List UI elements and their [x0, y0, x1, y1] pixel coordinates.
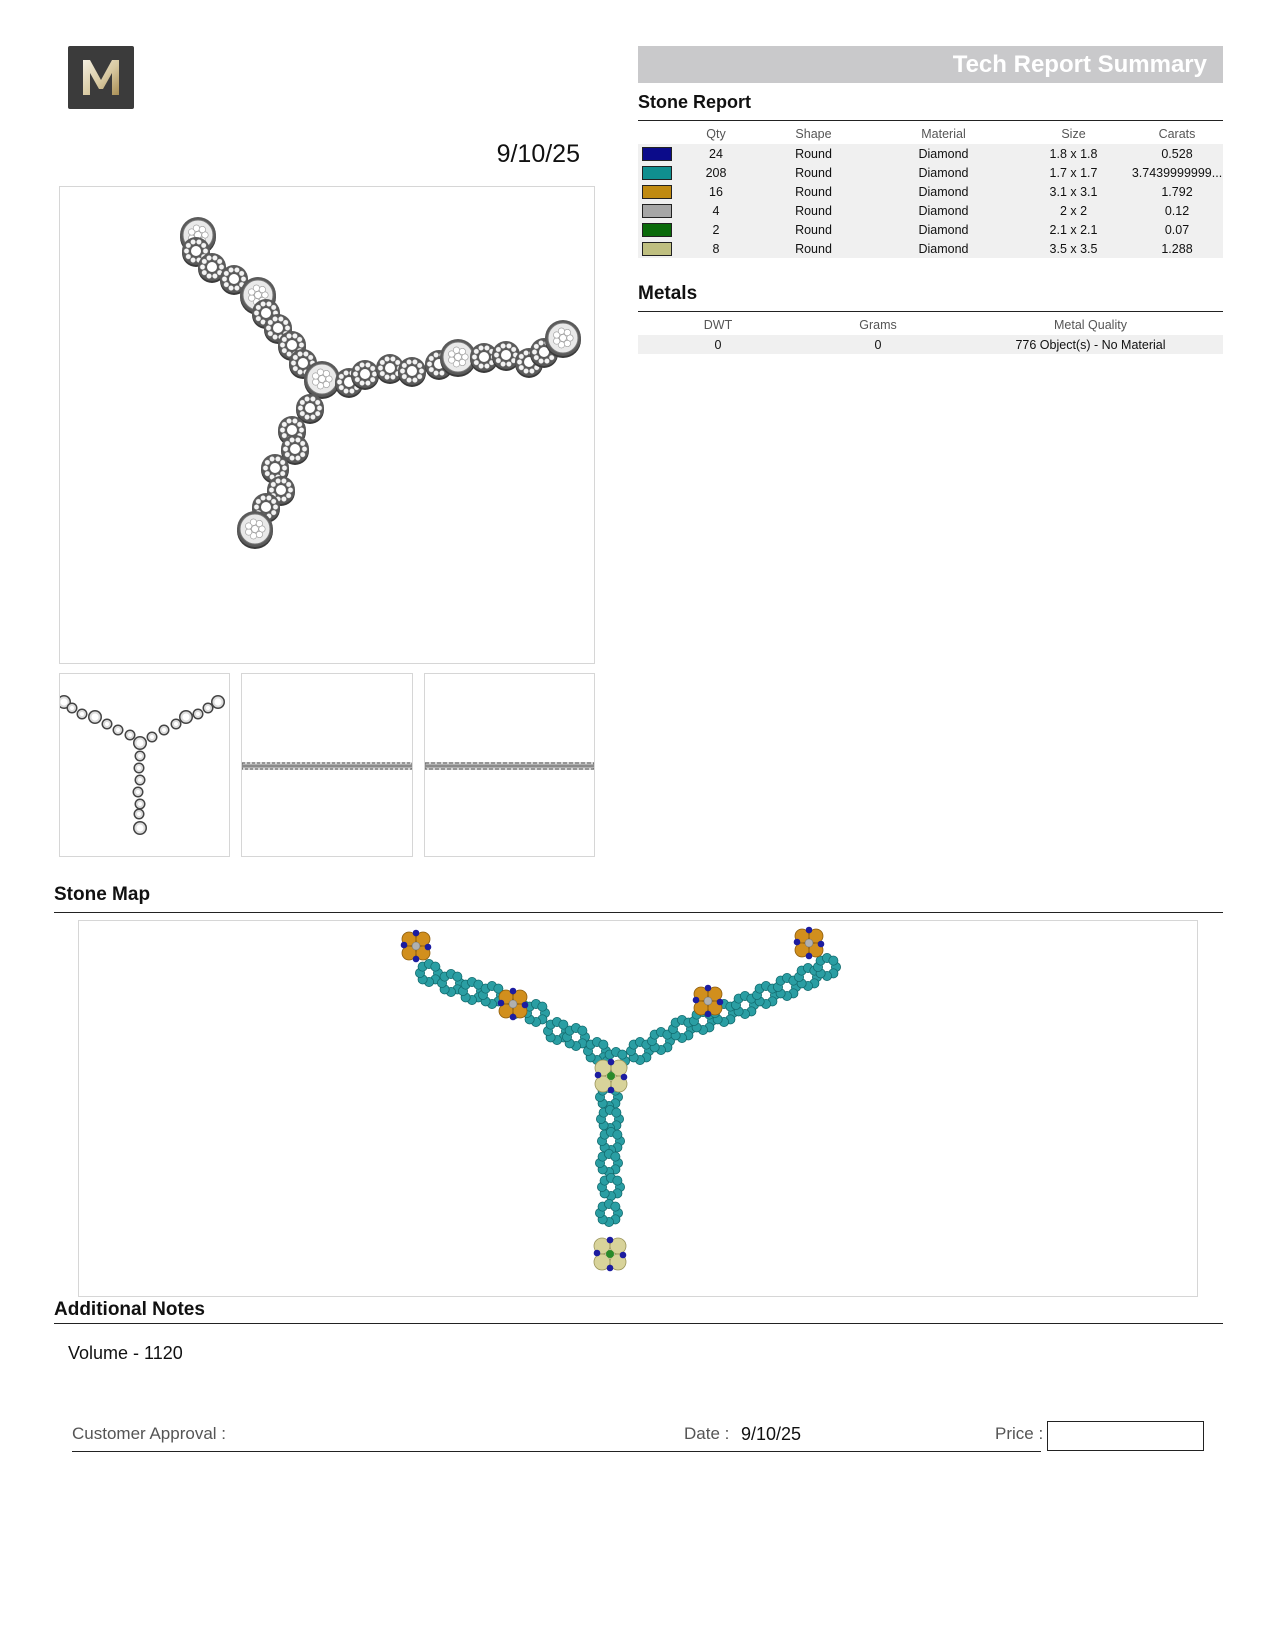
column-qty: Qty	[706, 126, 726, 141]
necklace-render-top-view	[60, 187, 594, 663]
metals-row	[638, 335, 1223, 354]
metal-quality: 776 Object(s) - No Material	[958, 335, 1223, 354]
stone-qty: 208	[676, 163, 756, 182]
stone-shape: Round	[756, 163, 871, 182]
column-metal-quality: Metal Quality	[1054, 317, 1127, 332]
stone-map-rule	[54, 912, 1223, 913]
metals-header-row	[638, 314, 1223, 335]
stone-qty: 4	[676, 201, 756, 220]
stone-material: Diamond	[871, 182, 1016, 201]
stone-carats: 1.288	[1131, 239, 1223, 258]
metals-rule	[638, 311, 1223, 312]
stone-carats: 1.792	[1131, 182, 1223, 201]
column-color	[638, 123, 676, 144]
column-dwt: DWT	[703, 317, 733, 332]
thumbnail-side-view[interactable]	[241, 673, 413, 857]
stone-shape: Round	[756, 239, 871, 258]
stone-material: Diamond	[871, 144, 1016, 163]
stone-qty: 24	[676, 144, 756, 163]
stone-size: 2 x 2	[1016, 201, 1131, 220]
stone-size: 1.7 x 1.7	[1016, 163, 1131, 182]
stone-map-title: Stone Map	[54, 884, 151, 905]
metals-title: Metals	[638, 283, 698, 304]
stone-material: Diamond	[871, 201, 1016, 220]
company-logo	[68, 46, 134, 109]
stone-qty: 2	[676, 220, 756, 239]
customer-approval-label: Customer Approval :	[72, 1424, 227, 1443]
stone-color-swatch	[642, 242, 672, 256]
stone-color-swatch-cell	[638, 144, 676, 163]
stone-shape: Round	[756, 201, 871, 220]
banner-title: Tech Report Summary	[952, 51, 1207, 78]
stone-shape: Round	[756, 220, 871, 239]
column-shape: Shape	[795, 126, 832, 141]
column-grams: Grams	[859, 317, 897, 332]
metals-table	[638, 314, 1223, 354]
stone-report-rule	[638, 120, 1223, 121]
price-label: Price :	[995, 1424, 1044, 1443]
stone-material: Diamond	[871, 163, 1016, 182]
stone-carats: 0.12	[1131, 201, 1223, 220]
stone-color-swatch-cell	[638, 239, 676, 258]
metal-grams: 0	[798, 335, 958, 354]
report-date: 9/10/25	[496, 140, 580, 168]
stone-size: 2.1 x 2.1	[1016, 220, 1131, 239]
stone-material: Diamond	[871, 220, 1016, 239]
stone-color-swatch-cell	[638, 220, 676, 239]
notes-text: Volume - 1120	[68, 1343, 183, 1363]
thumbnail-back-view[interactable]	[424, 673, 595, 857]
stone-shape: Round	[756, 182, 871, 201]
notes-title: Additional Notes	[54, 1299, 205, 1320]
stone-row	[638, 182, 1223, 201]
stone-row	[638, 220, 1223, 239]
stone-color-swatch	[642, 204, 672, 218]
stone-row	[638, 163, 1223, 182]
necklace-front-view	[60, 674, 229, 856]
stone-material: Diamond	[871, 239, 1016, 258]
column-size: Size	[1061, 126, 1086, 141]
thumbnail-front-view[interactable]	[59, 673, 230, 857]
stone-map-view	[78, 920, 1198, 1297]
metal-dwt: 0	[638, 335, 798, 354]
stone-color-swatch-cell	[638, 201, 676, 220]
stone-report-table	[638, 123, 1223, 258]
notes-rule	[54, 1323, 1223, 1324]
stone-carats: 0.07	[1131, 220, 1223, 239]
stone-report-title: Stone Report	[638, 92, 752, 112]
stone-color-swatch	[642, 223, 672, 237]
main-render-view	[59, 186, 595, 664]
stone-shape: Round	[756, 144, 871, 163]
column-material: Material	[921, 126, 966, 141]
stone-row	[638, 201, 1223, 220]
stone-qty: 16	[676, 182, 756, 201]
report-banner	[638, 46, 1223, 83]
stone-row	[638, 144, 1223, 163]
stone-color-swatch-cell	[638, 182, 676, 201]
stone-size: 3.1 x 3.1	[1016, 182, 1131, 201]
approval-date-value: 9/10/25	[741, 1424, 802, 1444]
stone-row	[638, 239, 1223, 258]
stone-color-swatch	[642, 147, 672, 161]
stone-carats: 3.7439999999...	[1131, 163, 1223, 182]
stone-color-swatch-cell	[638, 163, 676, 182]
stone-qty: 8	[676, 239, 756, 258]
stone-size: 1.8 x 1.8	[1016, 144, 1131, 163]
stone-color-swatch	[642, 185, 672, 199]
column-carats: Carats	[1158, 126, 1196, 141]
approval-line	[72, 1451, 1041, 1452]
stone-map-diagram	[79, 921, 1197, 1296]
stone-size: 3.5 x 3.5	[1016, 239, 1131, 258]
stone-report-header-row	[638, 123, 1223, 144]
approval-date-label: Date :	[684, 1424, 730, 1443]
price-input[interactable]	[1047, 1421, 1204, 1451]
stone-carats: 0.528	[1131, 144, 1223, 163]
necklace-side-view	[242, 674, 412, 856]
stone-color-swatch	[642, 166, 672, 180]
necklace-back-view	[425, 674, 594, 856]
